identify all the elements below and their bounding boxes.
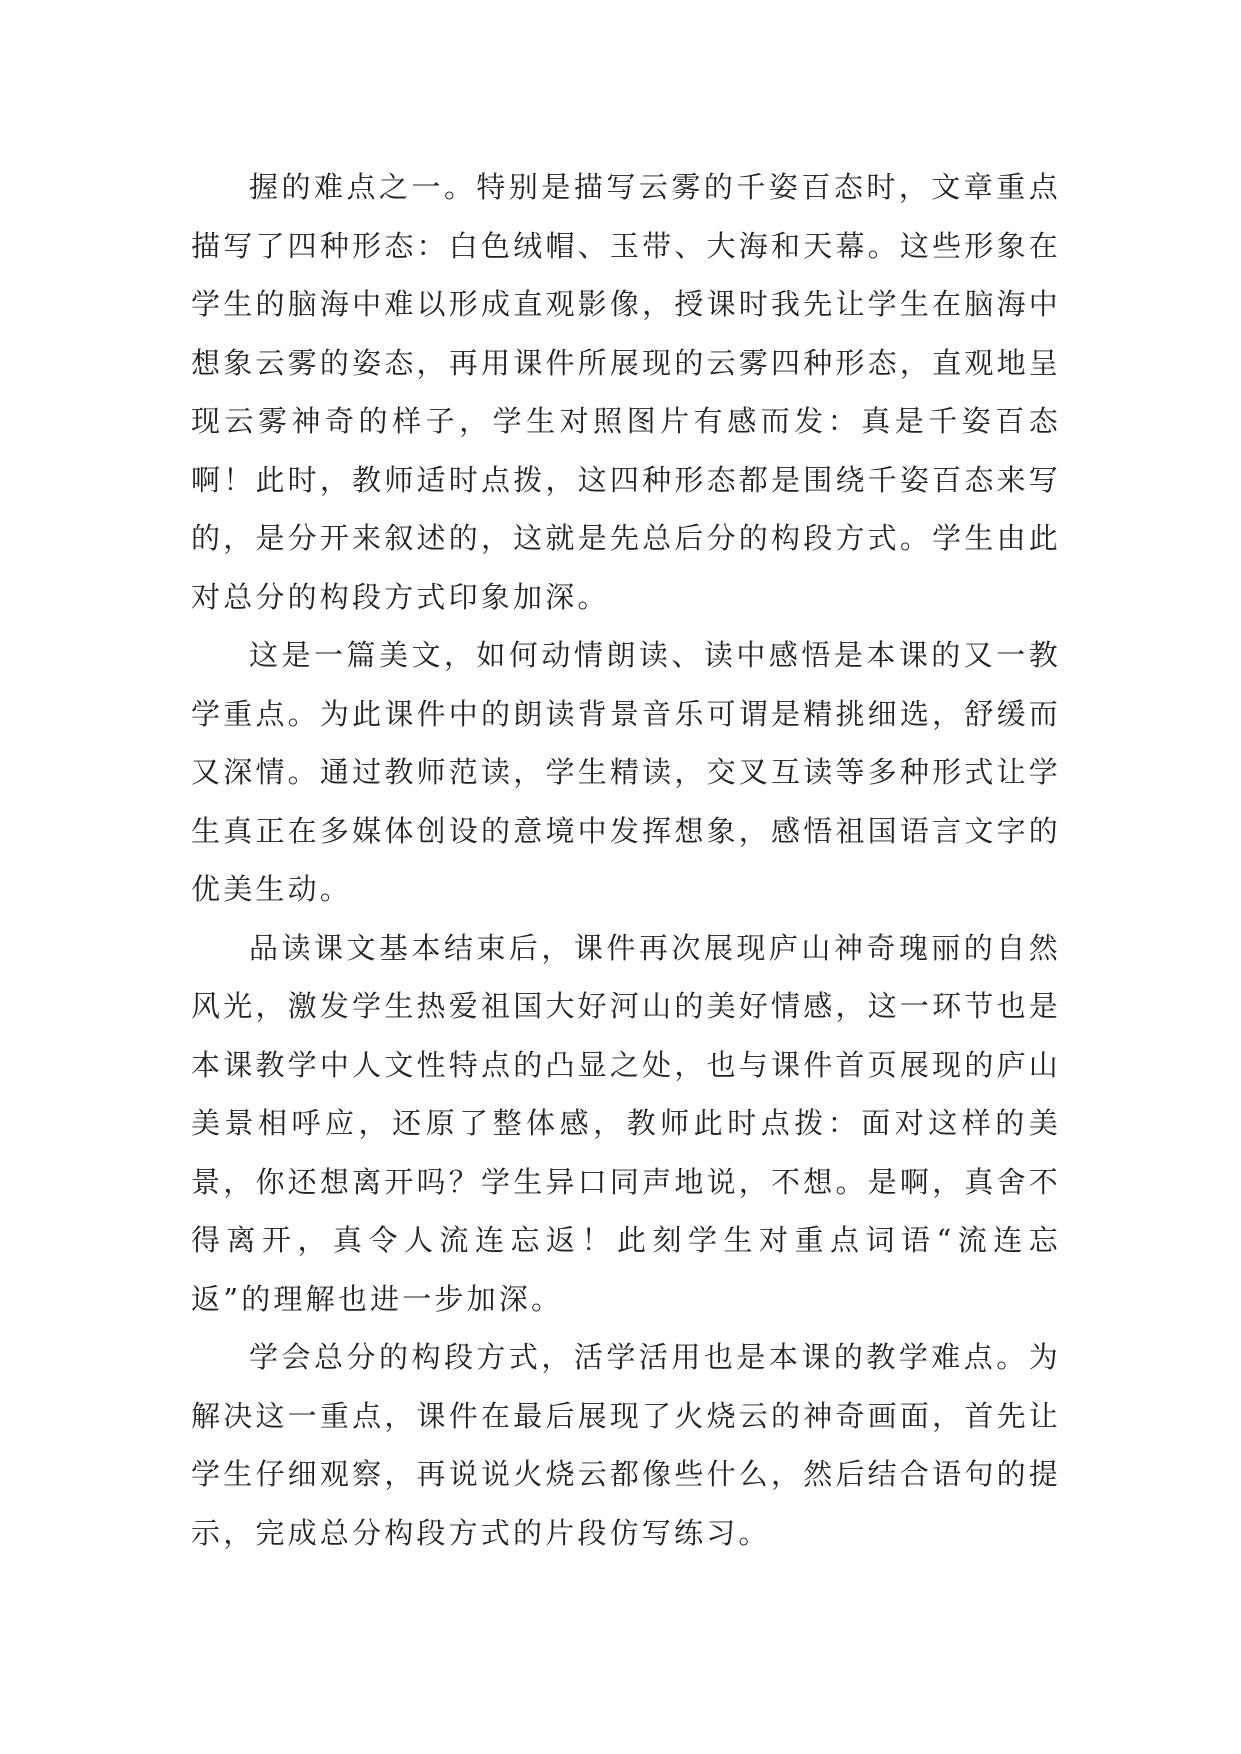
paragraph-2: 这是一篇美文，如何动情朗读、读中感悟是本课的又一教学重点。为此课件中的朗读背景音乐可谓是精挑细选，舒缓而又深情。通过教师范读，学生精读，交叉互读等多种形式让学生真正在多媒体创设的意境中发挥想象，感悟祖国语言文字的优美生动。 [191, 638, 1061, 906]
paragraph-1: 握的难点之一。特别是描写云雾的千姿百态时，文章重点描写了四种形态：白色绒帽、玉带、大海和天幕。这些形象在学生的脑海中难以形成直观影像，授课时我先让学生在脑海中想象云雾的姿态，再用课件所展现的云雾四种形态，直观地呈现云雾神奇的样子，学生对照图片有感而发：真是千姿百态啊！此时，教师适时点拨，这四种形态都是围绕千姿百态来写的，是分开来叙述的，这就是先总后分的构段方式。学生由此对总分的构段方式印象加深。 [191, 170, 1061, 614]
paragraph-3: 品读课文基本结束后，课件再次展现庐山神奇瑰丽的自然风光，激发学生热爱祖国大好河山的美好情感，这一环节也是本课教学中人文性特点的凸显之处，也与课件首页展现的庐山美景相呼应，还原了整体感，教师此时点拨：面对这样的美景，你还想离开吗？学生异口同声地说，不想。是啊，真舍不得离开，真令人流连忘返！此刻学生对重点词语“流连忘返”的理解也进一步加深。 [191, 930, 1061, 1316]
paragraph-4: 学会总分的构段方式，活学活用也是本课的教学难点。为解决这一重点，课件在最后展现了火烧云的神奇画面，首先让学生仔细观察，再说说火烧云都像些什么，然后结合语句的提示，完成总分构段方式的片段仿写练习。 [191, 1340, 1061, 1550]
document-page [191, 158, 1061, 1562]
